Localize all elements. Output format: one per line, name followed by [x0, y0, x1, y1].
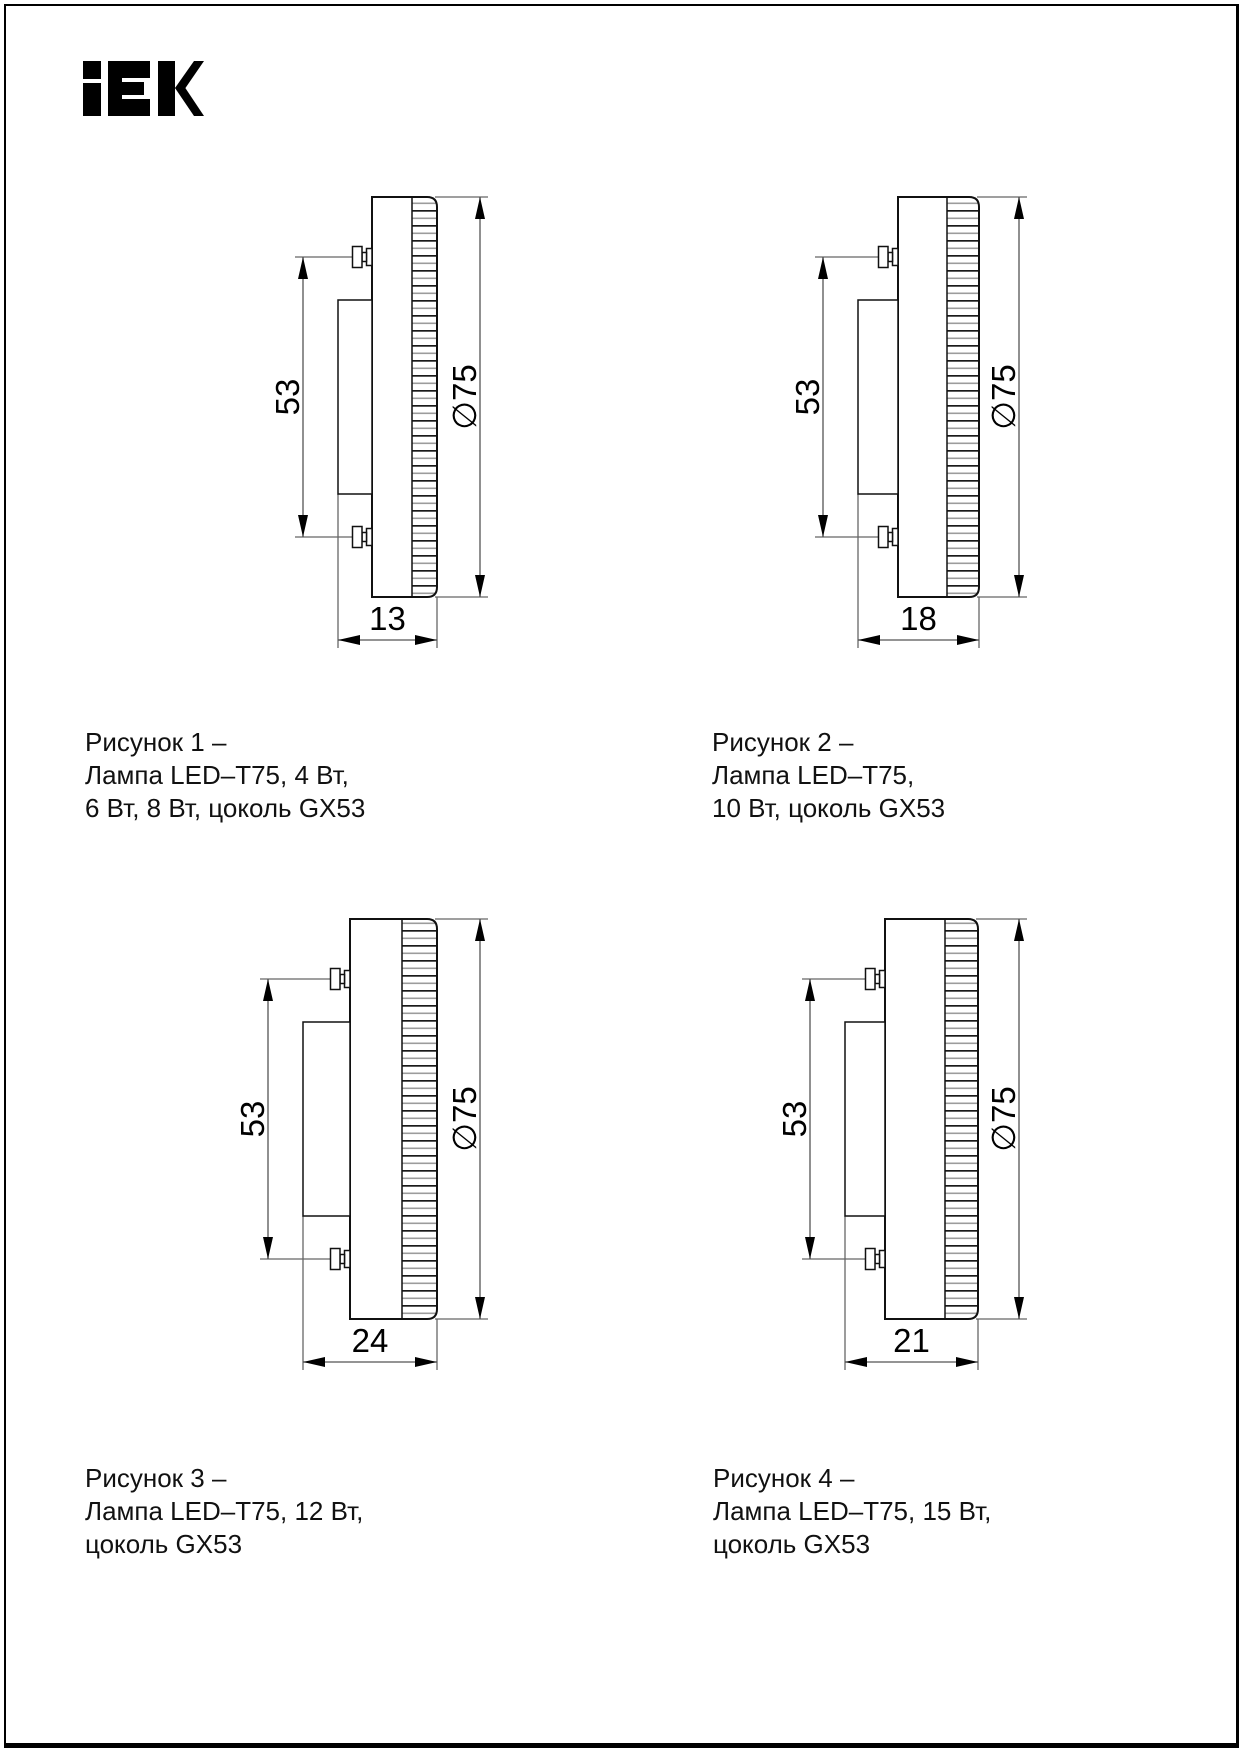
figure-2-caption-line: Лампа LED–T75, [712, 760, 915, 790]
fig3-diameter-arrow [475, 919, 485, 941]
fig1-base-platform [338, 300, 372, 494]
figure-3-caption-line: Рисунок 3 – [85, 1463, 227, 1493]
fig4-diffuser-ribs [945, 919, 978, 1319]
figure-2-caption-line: 10 Вт, цоколь GX53 [712, 793, 946, 823]
fig3-thickness-arrow [415, 1357, 437, 1367]
fig4-pin-cap [866, 969, 876, 990]
fig3-pin-cap [331, 969, 341, 990]
fig3-pin-flange [345, 971, 351, 988]
fig3-pin-spacing-arrow [263, 979, 273, 1001]
figure-3-caption [85, 1462, 363, 1561]
figure-3-caption-line: цоколь GX53 [85, 1529, 243, 1559]
fig4-thickness-arrow [956, 1357, 978, 1367]
figure-1-caption-line: Рисунок 1 – [85, 727, 227, 757]
figure-4-caption-line: Лампа LED–T75, 15 Вт, [713, 1496, 992, 1526]
fig1-pin-flange [367, 249, 373, 266]
fig3-thickness-dim-label: 24 [351, 1322, 389, 1359]
fig1-thickness-arrow [338, 635, 360, 645]
fig4-pin-spacing-dim-label: 53 [776, 1100, 813, 1138]
fig2-diameter-arrow [1014, 197, 1024, 219]
fig1-diameter-arrow [475, 575, 485, 597]
fig3-diffuser-ribs [402, 919, 437, 1319]
figure-4-caption-line: цоколь GX53 [713, 1529, 871, 1559]
fig2-pin-flange [893, 529, 899, 546]
fig4-pin-cap [866, 1249, 876, 1270]
figure-4-caption [713, 1462, 991, 1561]
fig2-base-platform [858, 300, 898, 494]
fig3-pin-spacing-dim-label: 53 [234, 1100, 271, 1138]
fig4-thickness-dim-label: 21 [893, 1322, 930, 1359]
fig4-pin-flange [880, 971, 886, 988]
fig1-diameter-dim-label: ∅75 [446, 364, 483, 430]
fig3-base-platform [303, 1022, 350, 1216]
figure-1-caption-line: Лампа LED–T75, 4 Вт, [85, 760, 349, 790]
fig2-pin-cap [879, 247, 889, 268]
fig1-pin-flange [367, 529, 373, 546]
fig4-pin-flange [880, 1251, 886, 1268]
fig4-diameter-dim-label: ∅75 [985, 1086, 1022, 1152]
fig3-pin-flange [345, 1251, 351, 1268]
fig3-pin-cap [331, 1249, 341, 1270]
fig4-diameter-arrow [1014, 1297, 1024, 1319]
fig4-base-platform [845, 1022, 885, 1216]
fig2-pin-spacing-dim-label: 53 [789, 378, 826, 416]
fig2-pin-spacing-arrow [818, 515, 828, 537]
fig1-thickness-dim-label: 13 [369, 600, 406, 637]
fig1-pin-spacing-dim-label: 53 [269, 378, 306, 416]
fig2-thickness-dim-label: 18 [900, 600, 937, 637]
fig2-pin-flange [893, 249, 899, 266]
figure-2-caption-line: Рисунок 2 – [712, 727, 854, 757]
fig2-thickness-arrow [858, 635, 880, 645]
fig2-pin-spacing-arrow [818, 257, 828, 279]
fig3-diameter-arrow [475, 1297, 485, 1319]
fig4-pin-spacing-arrow [805, 979, 815, 1001]
fig2-pin-cap [879, 527, 889, 548]
fig1-thickness-arrow [415, 635, 437, 645]
fig1-pin-cap [353, 247, 363, 268]
fig3-pin-spacing-arrow [263, 1237, 273, 1259]
fig4-pin-spacing-arrow [805, 1237, 815, 1259]
fig2-diameter-dim-label: ∅75 [985, 364, 1022, 430]
figure-1-caption [85, 726, 365, 825]
fig3-diameter-dim-label: ∅75 [446, 1086, 483, 1152]
figure-4-caption-line: Рисунок 4 – [713, 1463, 855, 1493]
fig4-diameter-arrow [1014, 919, 1024, 941]
figure-3-caption-line: Лампа LED–T75, 12 Вт, [85, 1496, 364, 1526]
fig4-thickness-arrow [845, 1357, 867, 1367]
fig2-diameter-arrow [1014, 575, 1024, 597]
fig2-diffuser-ribs [947, 197, 979, 597]
fig1-diameter-arrow [475, 197, 485, 219]
fig3-thickness-arrow [303, 1357, 325, 1367]
fig1-pin-cap [353, 527, 363, 548]
fig1-diffuser-ribs [412, 197, 437, 597]
figure-1-caption-line: 6 Вт, 8 Вт, цоколь GX53 [85, 793, 366, 823]
fig2-thickness-arrow [957, 635, 979, 645]
figure-2-caption [712, 726, 945, 825]
fig1-pin-spacing-arrow [298, 515, 308, 537]
fig1-pin-spacing-arrow [298, 257, 308, 279]
